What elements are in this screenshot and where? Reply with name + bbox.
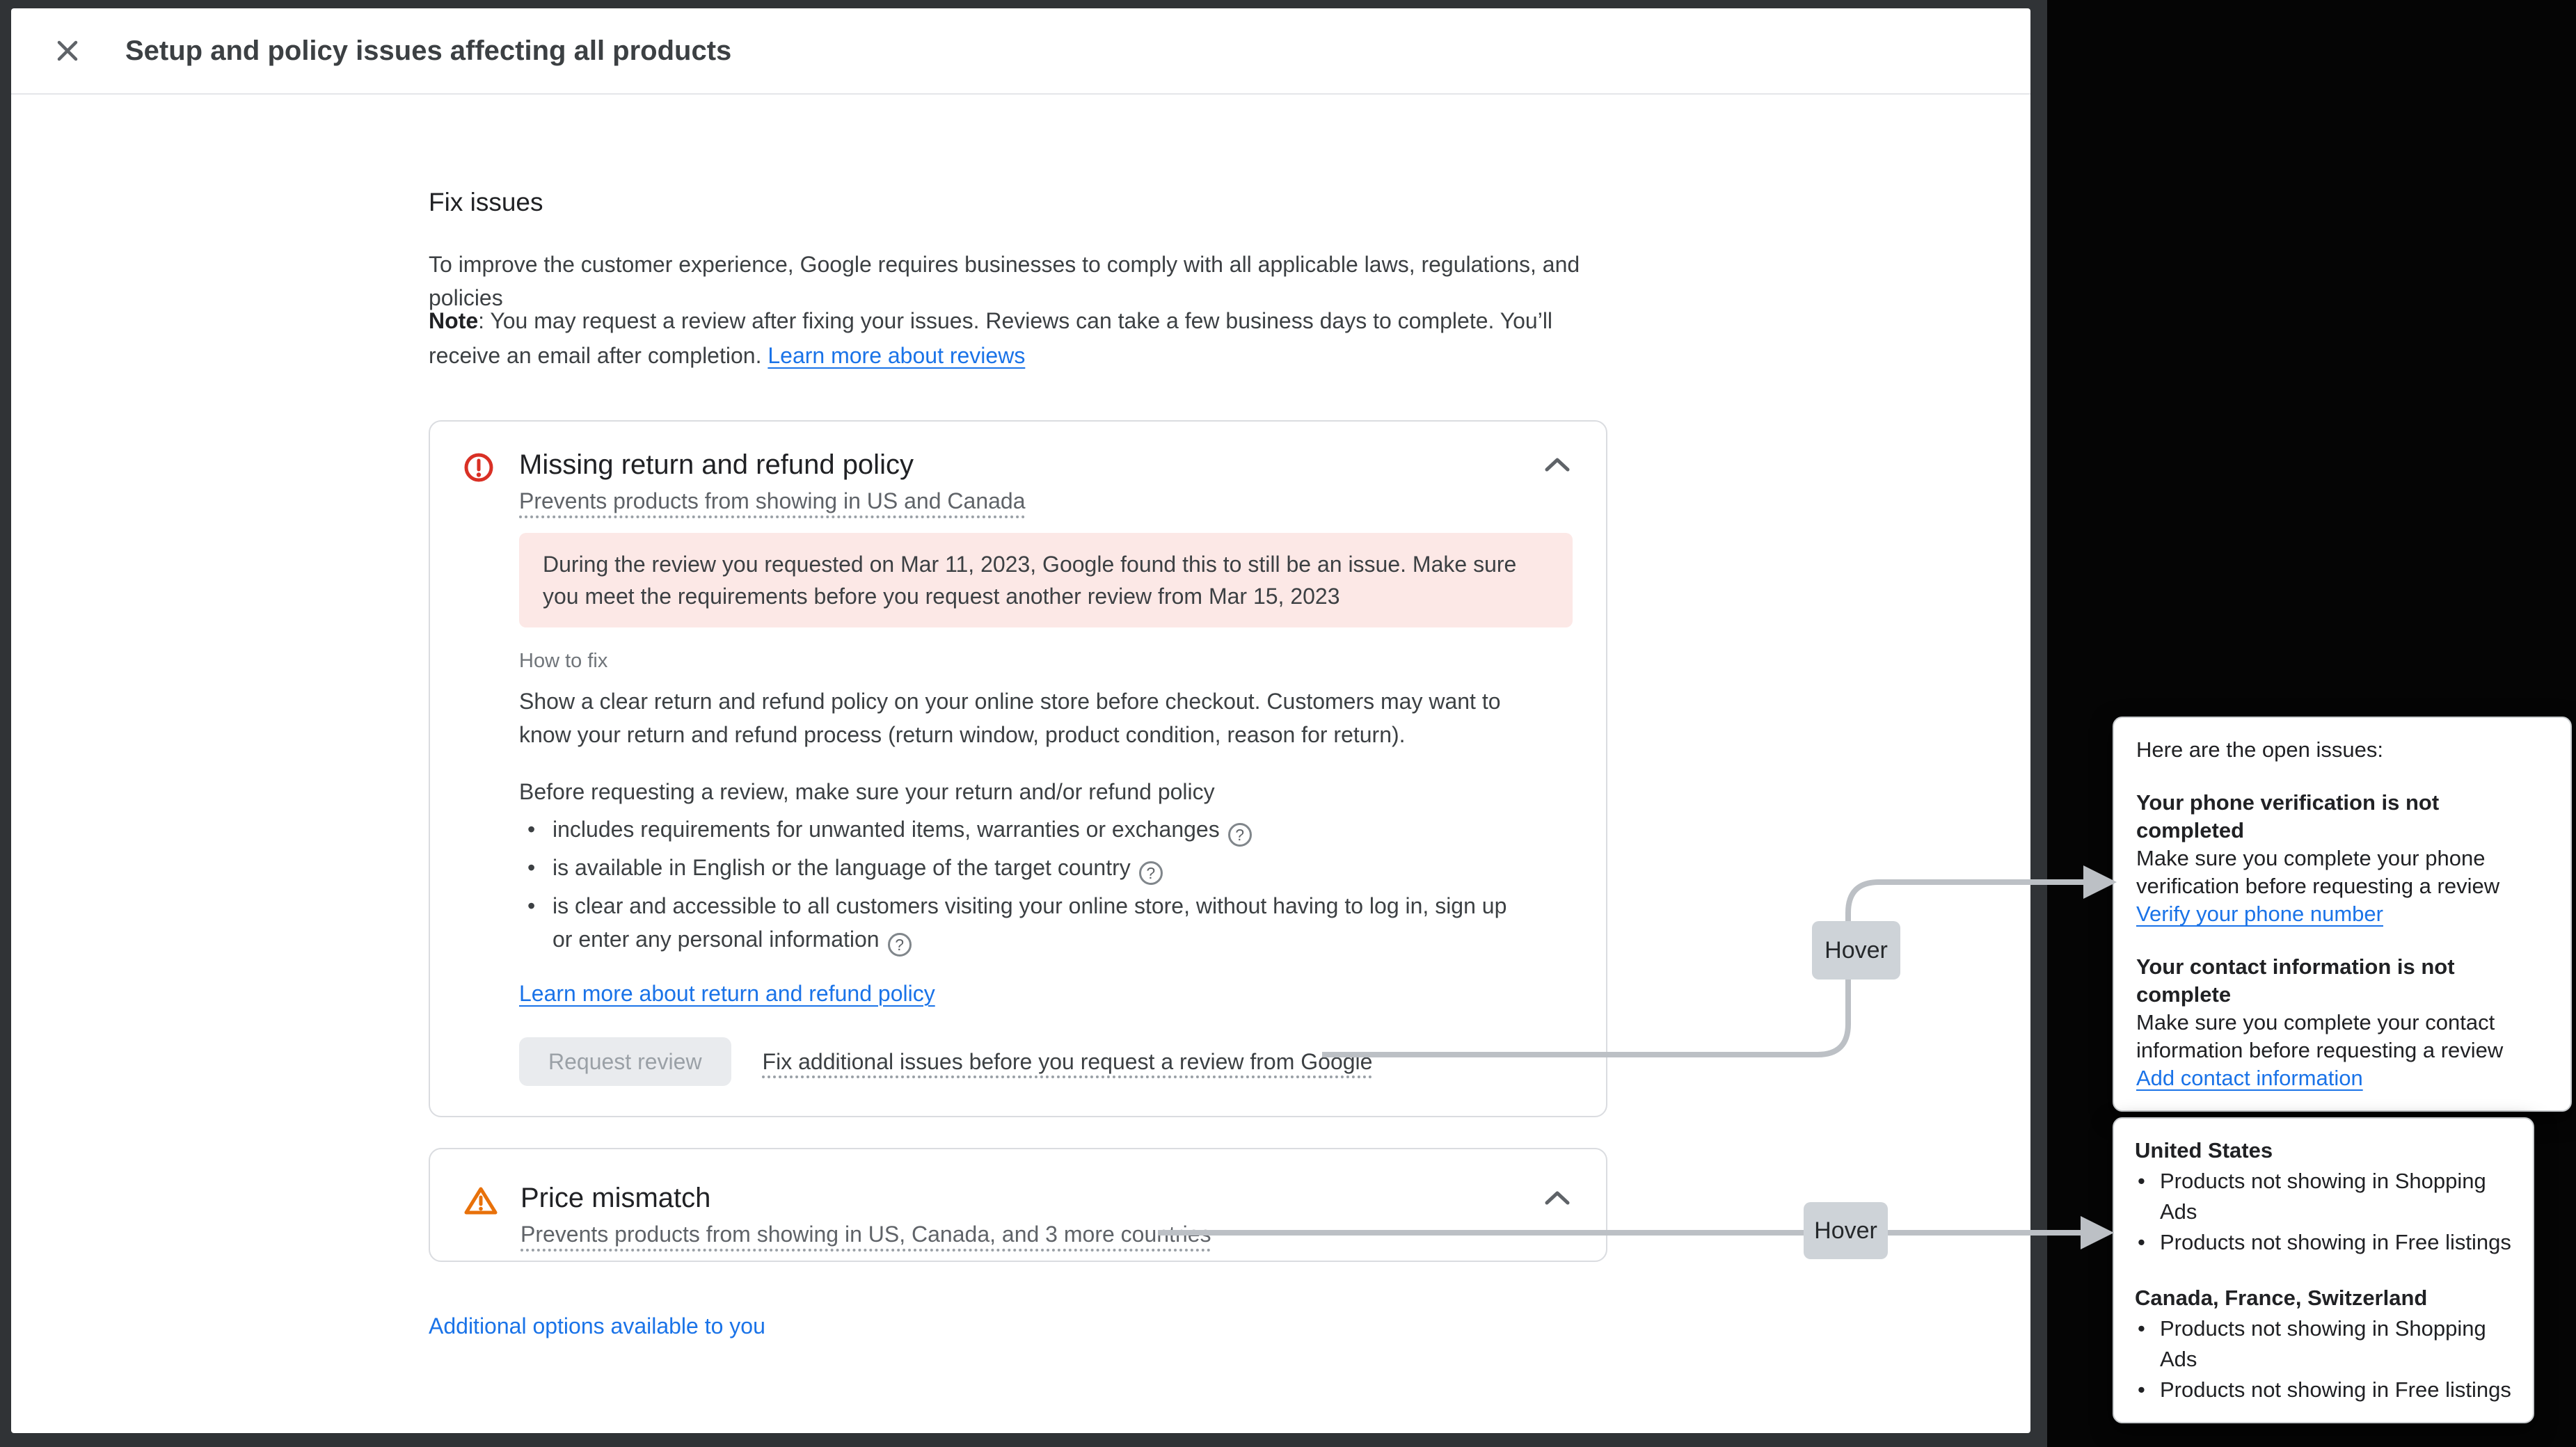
page-title: Fix issues	[429, 188, 543, 216]
chevron-up-icon	[1542, 455, 1573, 474]
issue-title: Missing return and refund policy	[519, 449, 914, 480]
add-contact-link[interactable]: Add contact information	[2136, 1066, 2363, 1090]
list-item: • Products not showing in Shopping Ads	[2135, 1313, 2512, 1375]
list-item	[519, 889, 1573, 957]
issue-card-price-mismatch	[429, 1148, 1607, 1262]
issue-card-refund-policy	[429, 420, 1607, 1117]
fix-additional-issues-note[interactable]: Fix additional issues before you request a review from Google	[762, 1048, 1373, 1074]
arrow-right-icon	[2083, 865, 2117, 899]
request-review-row	[519, 1037, 1573, 1086]
list-item: • Products not showing in Free listings	[2135, 1375, 2512, 1405]
collapse-button[interactable]	[1542, 455, 1573, 477]
how-to-fix-body: Show a clear return and refund policy on your online store before checkout. Customers may want to know your return and refund process (return window, product condition, reason for return).	[519, 689, 1501, 747]
card-body	[519, 533, 1573, 1086]
dialog-title: Setup and policy issues affecting all products	[125, 35, 732, 66]
learn-more-reviews-link[interactable]: Learn more about reviews	[768, 343, 1026, 368]
tooltip-intro: Here are the open issues:	[2136, 737, 2383, 762]
note-label: Note	[429, 308, 479, 333]
list-item-text: • is available in English or the language of the target country?	[552, 851, 1163, 885]
dialog-header	[11, 8, 2030, 95]
tooltip-body: Make sure you complete your phone verification before requesting a review	[2136, 846, 2500, 898]
checklist-intro: Before requesting a review, make sure your return and/or refund policy	[519, 779, 1215, 804]
tooltip-heading: Canada, France, Switzerland	[2135, 1286, 2428, 1310]
return-policy-link[interactable]: Learn more about return and refund policy	[519, 981, 935, 1006]
note-paragraph	[429, 303, 1612, 373]
list-item	[519, 813, 1573, 847]
hover-annotation-1: Hover	[1812, 921, 1900, 980]
checklist	[519, 813, 1573, 957]
issue-subtitle[interactable]: Prevents products from showing in US and Canada	[519, 488, 1026, 513]
card-header-text	[519, 447, 1542, 516]
verify-phone-link[interactable]: Verify your phone number	[2136, 902, 2383, 926]
note-text: : You may request a review after fixing your issues. Reviews can take a few business days to complete. You’ll receive an email after completion.	[429, 308, 1553, 368]
dialog-window	[11, 8, 2030, 1433]
collapse-button[interactable]	[1542, 1188, 1573, 1210]
warning-triangle-icon	[463, 1185, 498, 1216]
tooltip-countries	[2113, 1117, 2534, 1423]
close-icon	[54, 38, 81, 64]
learn-more-row	[519, 977, 1573, 1009]
request-review-button[interactable]: Request review	[519, 1037, 731, 1086]
card-header-text	[520, 1180, 1542, 1249]
list-item: • Products not showing in Shopping Ads	[2135, 1166, 2512, 1227]
close-button[interactable]	[51, 35, 84, 67]
card-header	[463, 447, 1573, 516]
tooltip-body: Make sure you complete your contact information before requesting a review	[2136, 1010, 2504, 1062]
additional-options-link[interactable]: Additional options available to you	[429, 1313, 765, 1338]
help-icon[interactable]	[1228, 823, 1252, 847]
list-item-text: • is clear and accessible to all customers visiting your online store, without having to log in, sign up or enter any personal information?	[552, 889, 1520, 957]
issue-subtitle[interactable]: Prevents products from showing in US, Canada, and 3 more countries	[520, 1222, 1211, 1247]
arrow-right-icon	[2081, 1216, 2114, 1249]
tooltip-heading: United States	[2135, 1138, 2273, 1162]
list-item	[519, 851, 1573, 885]
hover-annotation-2: Hover	[1804, 1202, 1888, 1259]
review-alert-banner: During the review you requested on Mar 11, 2023, Google found this to still be an issue. Make sure you meet the requirements before you request another review from Mar 15, 2023	[519, 533, 1573, 627]
list-item-text: • includes requirements for unwanted items, warranties or exchanges?	[552, 813, 1252, 847]
chevron-up-icon	[1542, 1188, 1573, 1208]
list-item: • Products not showing in Free listings	[2135, 1227, 2512, 1258]
tooltip-heading: Your phone verification is not completed	[2136, 790, 2440, 842]
issue-title: Price mismatch	[520, 1183, 711, 1213]
tooltip-heading: Your contact information is not complete	[2136, 954, 2455, 1007]
how-to-fix-label: How to fix	[519, 650, 608, 672]
help-icon[interactable]	[1139, 861, 1163, 885]
card-header	[463, 1180, 1573, 1249]
help-icon[interactable]	[888, 933, 912, 957]
tooltip-open-issues	[2113, 717, 2572, 1112]
intro-paragraph: To improve the customer experience, Google requires businesses to comply with all applicable laws, regulations, and policies	[429, 252, 1580, 310]
error-circle-icon	[463, 452, 494, 483]
